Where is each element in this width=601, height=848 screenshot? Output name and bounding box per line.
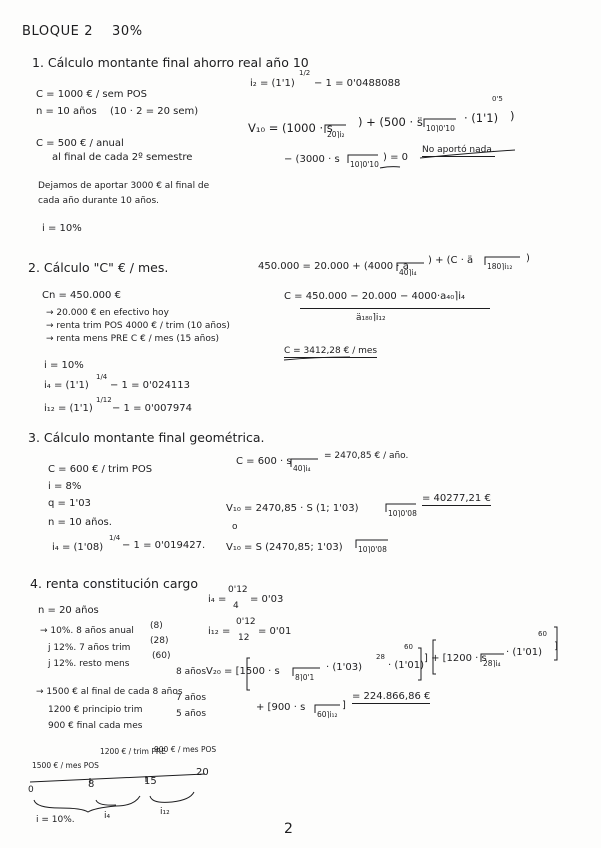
q4-i4-numerator: 0'12 [228, 585, 248, 595]
q4-v20-part2: · (1'03) [326, 662, 362, 673]
q2-i4-exponent: 1/4 [96, 373, 108, 381]
q3-n: n = 10 años. [48, 517, 112, 528]
q4-bullet-2-right: 7 años [176, 693, 207, 703]
q1-v10-part2: ) + (500 · s̈ [358, 115, 423, 129]
q4-i12-value: = 0'01 [258, 626, 292, 637]
timeline-rate-2: i₄ [104, 811, 111, 821]
q1-rate: i = 10% [42, 223, 82, 234]
q4-v20-exp2: 60 [404, 643, 413, 651]
q4-bullet-1-right: 8 años [176, 667, 207, 677]
q2-bullet-2: → renta trim POS 4000 € / trim (10 años) [46, 321, 230, 331]
q3-c-equation: C = 600 · s [236, 456, 292, 467]
q4-angle-mark-2 [481, 654, 504, 662]
q1-v10-line2-result: ) = 0 [383, 152, 408, 163]
q4-v20-part5: · (1'01) [506, 647, 542, 658]
q2-cn: Cn = 450.000 € [42, 290, 121, 301]
q4-bullet-3-right: 5 años [176, 709, 207, 719]
timeline-tick-8: 8 [88, 779, 95, 790]
q2-equation-part2: ) + (C · ä [428, 255, 474, 266]
q3-or: o [232, 522, 238, 532]
timeline-tick-0: 0 [28, 785, 34, 795]
q4-i4: i₄ = [208, 594, 227, 605]
q4-angle-mark-3 [315, 705, 340, 713]
q4-i12-numerator: 0'12 [236, 617, 256, 627]
q4-j2: j 12%. 7 años trim [48, 643, 131, 653]
q4-i4-value: = 0'03 [250, 594, 284, 605]
timeline-brace-2 [96, 800, 116, 805]
q4-bracket-close-1 [418, 648, 421, 680]
q2-i12-exponent: 1/12 [96, 396, 112, 404]
timeline-label-3: 900 € / mes POS [154, 745, 217, 754]
q1-note-line1: Dejamos de aportar 3000 € al final de [38, 181, 210, 191]
q4-j1-count: (8) [150, 621, 163, 631]
timeline-label-1: 1500 € / mes POS [32, 761, 99, 770]
q3-i4-exponent: 1/4 [109, 534, 121, 542]
q2-i12: i₁₂ = (1'1) [44, 403, 93, 414]
q2-bullet-1: → 20.000 € en efectivo hoy [46, 308, 169, 318]
timeline-rate-1: i = 10%. [36, 815, 75, 825]
q3-angle-mark-2 [386, 504, 416, 512]
block-title: BLOQUE 2 [22, 24, 94, 39]
q3-v10-alt-sub: 10⌉0'08 [358, 545, 387, 554]
q2-i4: i₄ = (1'1) [44, 380, 89, 391]
q1-i2: i₂ = (1'1) [250, 78, 295, 89]
q4-v20-sub3: 60⌉i₁₂ [317, 710, 338, 719]
q4-j3: j 12%. resto mens [48, 659, 130, 669]
q4-j1: → 10%. 8 años anual [40, 626, 134, 636]
q1-v10-part1: V₁₀ = (1000 · s [248, 121, 333, 135]
q4-bullet-1: → 1500 € al final de cada 8 años [36, 687, 183, 697]
q2-bullet-3: → renta mens PRE C € / mes (15 años) [46, 334, 220, 344]
q4-v20-exp3: 60 [538, 630, 547, 638]
q1-v10-sub1: 20⌉i₂ [327, 130, 345, 139]
q2-angle-mark-2 [485, 257, 520, 265]
q4-v20-part4: ] + [1200 · s̈ [424, 653, 487, 664]
q3-q: q = 1'03 [48, 498, 91, 509]
q1-n: n = 10 años [36, 106, 97, 117]
q4-i12-denominator: 12 [238, 633, 250, 643]
q4-angle-mark-1 [293, 668, 320, 676]
q3-title: 3. Cálculo montante final geométrica. [28, 430, 265, 445]
q1-c2: C = 500 € / anual [36, 138, 124, 149]
q4-bracket-open-2 [433, 640, 436, 674]
q3-c-sub: 40⌉i₄ [293, 464, 311, 473]
q1-v10-sub3: 10⌉0'10 [350, 160, 379, 169]
q1-i2-value: − 1 = 0'0488088 [314, 78, 401, 89]
page-number: 2 [284, 821, 293, 837]
q1-i2-exponent: 1/2 [299, 69, 311, 77]
q3-i4: i₄ = (1'08) [52, 542, 104, 553]
q2-equation-part3: ) [526, 253, 530, 264]
q1-v10-sub2: 10⌉0'10 [426, 124, 455, 133]
q4-v20-part7: + [900 · s [256, 702, 306, 713]
q2-i12-value: − 1 = 0'007974 [112, 403, 192, 414]
q4-bracket-open-1 [247, 658, 250, 690]
q2-equation-sub1: 40⌉i₄ [399, 268, 417, 277]
q3-rate: i = 8% [48, 481, 82, 492]
q2-angle-mark-1 [397, 263, 424, 271]
q1-note-line2: cada año durante 10 años. [38, 196, 159, 206]
q4-v20-part1: V₂₀ = [1500 · s [206, 666, 280, 677]
q4-v20-sub2: 28⌉i₄ [483, 659, 501, 668]
q3-v10-result: = 40277,21 € [422, 493, 491, 504]
q4-i4-denominator: 4 [233, 601, 239, 611]
q4-bullet-3: 900 € final cada mes [48, 721, 143, 731]
q1-v10-part3: · (1'1) [464, 111, 499, 125]
q2-result-underline [284, 357, 350, 360]
q1-n-note: (10 · 2 = 20 sem) [110, 106, 199, 117]
q2-i4-value: − 1 = 0'024113 [110, 380, 190, 391]
q4-i12: i₁₂ = [208, 626, 231, 637]
timeline-axis [30, 774, 205, 782]
q4-bullet-2: 1200 € principio trim [48, 705, 143, 715]
q1-no-contribution-note: No aportó nada. [422, 145, 495, 155]
q2-c-denominator: ä₁₈₀⌉i₁₂ [356, 313, 386, 323]
q1-title: 1. Cálculo montante final ahorro real año 10 [32, 55, 309, 70]
q4-v20-sub1: 8⌉0'1 [295, 673, 315, 682]
q1-angle-mark-1 [325, 125, 346, 133]
q3-c-value: = 2470,85 € / año. [324, 451, 409, 461]
timeline-brace-3 [150, 792, 194, 802]
q1-note-underline [420, 150, 515, 158]
q3-i4-value: − 1 = 0'019427. [122, 540, 206, 551]
q3-v10-sub: 10⌉0'08 [388, 509, 417, 518]
q1-zero-underline [380, 167, 400, 168]
q3-v10: V₁₀ = 2470,85 · S (1; 1'03) [226, 503, 359, 514]
q3-v10-alt: V₁₀ = S (2470,85; 1'03) [226, 542, 343, 553]
q4-j3-count: (60) [152, 651, 171, 661]
q1-v10-exponent: 0'5 [492, 95, 503, 103]
q1-c1: C = 1000 € / sem POS [36, 89, 147, 100]
q2-result: C = 3412,28 € / mes [284, 346, 378, 356]
q2-c-numerator: C = 450.000 − 20.000 − 4000·a₄₀⌉i₄ [284, 291, 465, 302]
q4-n: n = 20 años [38, 605, 99, 616]
q4-v20-part6: ] [554, 641, 558, 652]
timeline-tick-20: 20 [196, 767, 209, 778]
q1-c2-note: al final de cada 2º semestre [52, 152, 193, 163]
q4-j2-count: (28) [150, 636, 169, 646]
q4-v20-exp1: 28 [376, 653, 385, 661]
timeline-rate-3: i₁₂ [160, 807, 170, 817]
q4-v20-part3: · (1'01) [388, 660, 424, 671]
timeline-brace-1 [34, 796, 140, 812]
q4-v20-part8: ] [342, 700, 346, 711]
q4-v20-result: = 224.866,86 € [352, 691, 431, 702]
q1-v10-line2: − (3000 · s [284, 154, 340, 165]
q3-c: C = 600 € / trim POS [48, 464, 153, 475]
q2-equation-sub2: 180⌉i₁₂ [487, 262, 513, 271]
timeline-label-2: 1200 € / trim PRE [100, 747, 166, 756]
q2-equation-part1: 450.000 = 20.000 + (4000 · a [258, 261, 409, 272]
q1-v10-part4: ) [510, 109, 515, 123]
q2-title: 2. Cálculo "C" € / mes. [28, 260, 169, 275]
q3-angle-mark-3 [356, 540, 388, 548]
block-weight: 30% [112, 24, 143, 39]
q4-bracket-close-2 [554, 627, 557, 660]
q1-angle-mark-2 [424, 119, 456, 127]
q3-angle-mark-1 [291, 459, 318, 467]
q4-title: 4. renta constitución cargo [30, 576, 198, 591]
timeline-tick-15: 15 [144, 776, 157, 787]
q1-angle-mark-3 [348, 155, 378, 163]
q2-rate: i = 10% [44, 360, 84, 371]
